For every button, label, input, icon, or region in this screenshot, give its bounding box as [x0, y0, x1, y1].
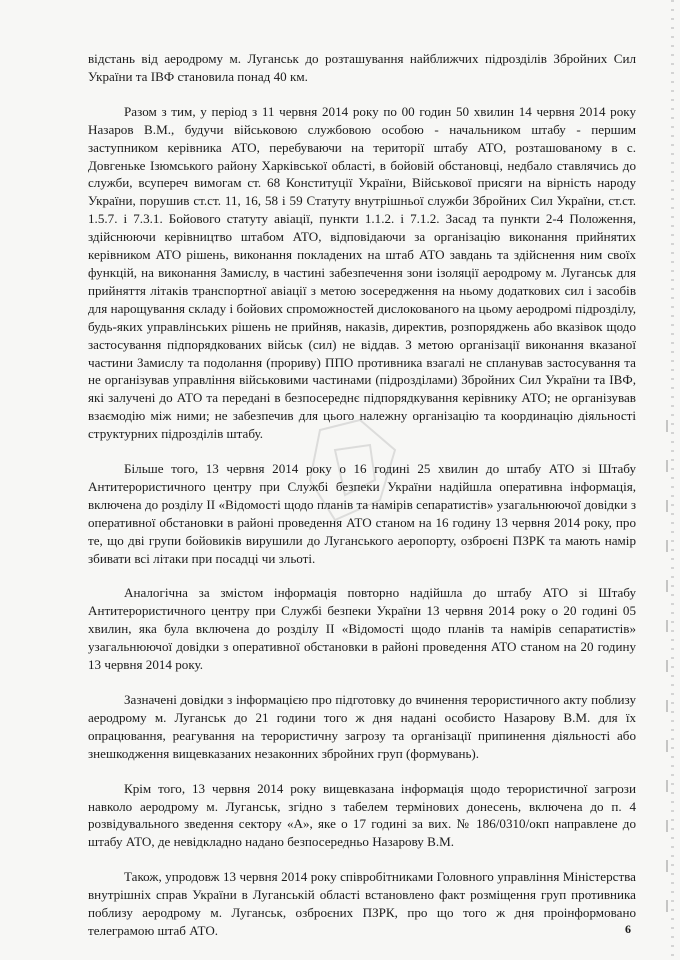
paragraph-2: Разом з тим, у період з 11 червня 2014 року по 00 годин 50 хвилин 14 червня 2014 року Назаров В.М., будучи військовою службовою особою - начальником штабу - першим заступником керівника АТО, перебуваючи на території штабу АТО, розташованому в с. Довгеньке Ізюмського району Харківської області, в бойовій обстановці, недбало ставлячись до служби, всупереч вимогам ст. 68 Конституції України, Військової присяги на вірність народу України, порушив ст.ст. 11, 16, 58 і 59 Статуту внутрішньої служби Збройних Сил України, ст.ст. 1.5.7. і 7.3.1. Бойового статуту авіації, пункти 1.1.2. і 7.1.2. Засад та пункти 2-4 Положення, здійснюючи керівництво штабом АТО, відповідаючи за організацію виконання прийнятих керівником АТО рішень, виконання покладених на штаб АТО завдань та здійснення ним своїх функцій, на виконання Замислу, в частині забезпечення зони ізоляції аеродрому м. Луганськ для прийняття літаків транспортної авіації з метою зосередження на ньому додаткових сил і засобів для нарощування складу і бойових спроможностей дислокованого на цьому аеродромі підрозділу, будь-яких управлінських рішень не прийняв, наказів, директив, розпоряджень або вказівок щодо застосування підпорядкованих військ (сил) не віддав. З метою організації виконання вказаної частини Замислу та подолання (прориву) ППО противника взагалі не спланував застосування та не організував управління військовими частинами (підрозділами) Збройних Сил України та ІВФ, які залучені до АТО та передані в безпосереднє підпорядкування керівнику АТО; не організував взаємодію між ними; не забезпечив для цього належну організацію та координацію діяльності структурних підрозділів штабу.	[88, 103, 636, 442]
paragraph-6: Крім того, 13 червня 2014 року вищевказана інформація щодо терористичної загрози навколо аеродрому м. Луганськ, згідно з табелем термінових донесень, включена до п. 4 розвідувального зведення сектору «А», яке о 17 годині за вих. № 186/0310/окп направлене до штабу АТО, де невідкладно надано безпосередньо Назарову В.М.	[88, 780, 636, 850]
scan-edge-marks	[671, 0, 674, 960]
paragraph-7: Також, упродовж 13 червня 2014 року співробітниками Головного управління Міністерства внутрішніх справ України в Луганській області встановлено факт розміщення груп противника поблизу аеродрому м. Луганськ, озброєних ПЗРК, про що того ж дня проінформовано телеграмою штаб АТО.	[88, 869, 636, 938]
scan-edge-marks-secondary	[666, 420, 668, 920]
page-number: 6	[625, 922, 631, 936]
paragraph-5: Зазначені довідки з інформацією про підготовку до вчинення терористичного акту поблизу аеродрому м. Луганськ до 21 години того ж дня надані особисто Назарову В.М. для їх опрацювання, реагування на терористичну загрозу та організації припинення діяльності або знешкодження вищевказаних незаконних збройних груп (формувань).	[88, 692, 636, 761]
document-body	[88, 50, 636, 957]
paragraph-3: Більше того, 13 червня 2014 року о 16 годині 25 хвилин до штабу АТО зі Штабу Антитерористичного центру при Службі безпеки України надійшла оперативна інформація, включена до розділу II «Відомості щодо планів та намірів сепаратистів» узагальнюючої довідки з оперативної обстановки в районі проведення АТО станом на 16 годину 13 червня 2014 року, про те, що дві групи бойовиків вирушили до Луганського аеропорту, озброєні ПЗРК та мають намір збивати всі літаки при посадці чи зльоті.	[88, 461, 636, 566]
paragraph-1: відстань від аеродрому м. Луганськ до розташування найближчих підрозділів Збройних Сил України та ІВФ становила понад 40 км.	[88, 51, 636, 84]
paragraph-4: Аналогічна за змістом інформація повторно надійшла до штабу АТО зі Штабу Антитерористичного центру при Службі безпеки України 13 червня 2014 року о 20 годині 05 хвилин, яка була включена до розділу II «Відомості щодо планів та намірів сепаратистів» узагальнюючої довідки з оперативної обстановки в районі проведення АТО станом на 20 годину 13 червня 2014 року.	[88, 585, 636, 673]
